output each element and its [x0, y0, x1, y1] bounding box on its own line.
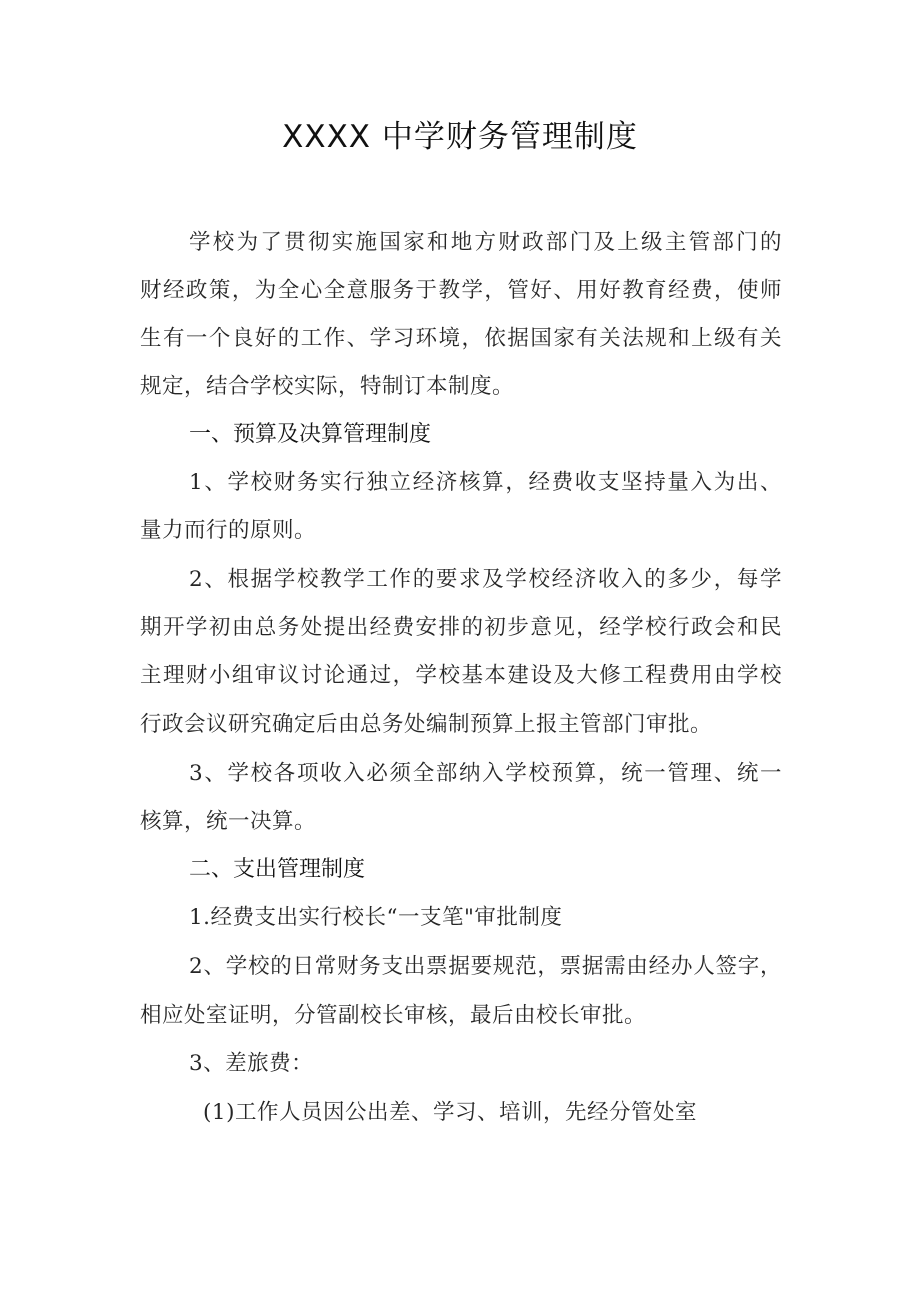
document-title: XXXX 中学财务管理制度 [282, 119, 638, 155]
section1-item3-line-2: 核算，统一决算。 [140, 809, 317, 834]
section2-item2-line-1: 2、学校的日常财务支出票据要规范，票据需由经办人签字， [189, 954, 782, 979]
section1-item2-line-4: 行政会议研究确定后由总务处编制预算上报主管部门审批。 [140, 712, 713, 737]
section2-item1-line-1: 1.经费支出实行校长“一支笔"审批制度 [189, 905, 563, 930]
section1-item1-line-2: 量力而行的原则。 [140, 518, 317, 543]
section2-item2-line-2: 相应处室证明，分管副校长审核，最后由校长审批。 [140, 1003, 647, 1028]
section2-item3-line-1: 3、差旅费： [189, 1051, 314, 1076]
section1-item1-line-1: 1、学校财务实行独立经济核算，经费收支坚持量入为出、 [189, 470, 782, 495]
intro-line-2: 财经政策，为全心全意服务于教学，管好、用好教育经费，使师 [140, 278, 782, 303]
section-heading-expenditure: 二、支出管理制度 [189, 857, 366, 882]
section1-item2-line-2: 期开学初由总务处提出经费安排的初步意见，经学校行政会和民 [140, 615, 782, 640]
intro-line-3: 生有一个良好的工作、学习环境，依据国家有关法规和上级有关 [140, 326, 782, 351]
section1-item2-line-1: 2、根据学校教学工作的要求及学校经济收入的多少，每学 [189, 567, 782, 592]
section2-sub1-line-1: (1)工作人员因公出差、学习、培训，先经分管处室 [203, 1100, 697, 1125]
intro-line-4: 规定，结合学校实际，特制订本制度。 [140, 374, 515, 399]
section1-item2-line-3: 主理财小组审议讨论通过，学校基本建设及大修工程费用由学校 [140, 663, 782, 688]
section1-item3-line-1: 3、学校各项收入必须全部纳入学校预算，统一管理、统一 [189, 761, 782, 786]
section-heading-budget: 一、预算及决算管理制度 [189, 422, 432, 447]
intro-line-1: 学校为了贯彻实施国家和地方财政部门及上级主管部门的 [189, 230, 782, 255]
